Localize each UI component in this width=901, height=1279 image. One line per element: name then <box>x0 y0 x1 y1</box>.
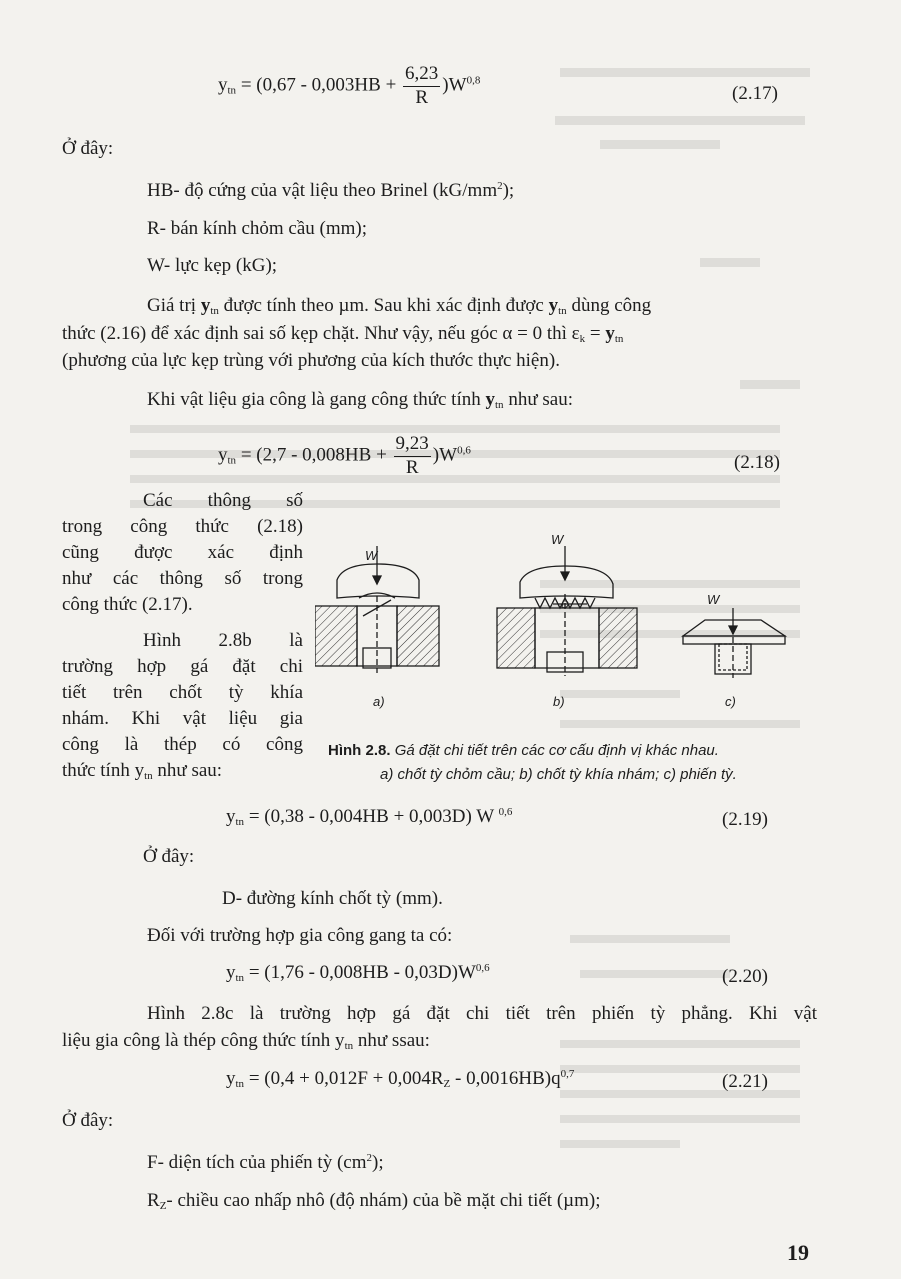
figure-label-c: c) <box>725 694 736 709</box>
gang-sentence: Đối với trường hợp gia công gang ta có: <box>147 925 453 946</box>
o-day-label-1: Ở đây: <box>62 138 114 159</box>
column-line-6: Hình 2.8b là <box>143 630 303 651</box>
p1-text-b: được tính theo µm. Sau khi xác định được <box>223 295 544 316</box>
p1-y-sub: tn <box>210 305 219 317</box>
equation-number-2-20: (2.20) <box>722 966 768 987</box>
eq-lhs: y <box>226 1068 236 1089</box>
eq-denominator: R <box>415 87 429 108</box>
eq-exponent: 0,6 <box>457 444 471 457</box>
equation-2-20 <box>226 962 490 984</box>
hb-text: HB- độ cứng của vật liệu theo Brinel (kG/mm <box>147 180 498 201</box>
figure-2-8 <box>315 528 795 718</box>
eq-lhs-sub: tn <box>235 1078 245 1090</box>
p3-l2-text-b: như ssau: <box>357 1030 430 1051</box>
p1-l2-y-sub: tn <box>614 333 624 345</box>
p1-l2-y: y <box>605 323 615 344</box>
p3-l2-sub: tn <box>344 1040 354 1052</box>
p1-l2-sub: k <box>579 333 586 345</box>
force-label-a: W <box>365 548 378 563</box>
c11-sub: tn <box>144 770 153 782</box>
p1-y-2-sub: tn <box>558 305 567 317</box>
eq-body: = (0,38 - 0,004HB + 0,003D) W <box>248 806 494 827</box>
eq-pre: = (0,67 - 0,003HB + <box>240 74 397 96</box>
eq-exponent: 0,7 <box>560 1068 575 1080</box>
eq-lhs: y <box>226 962 236 983</box>
eq-numerator: 6,23 <box>403 63 440 87</box>
f-close: ); <box>372 1152 384 1173</box>
column-line-2: trong công thức (2.18) <box>62 516 303 537</box>
caption-rest: Gá đặt chi tiết trên các cơ cấu định vị khác nhau. <box>394 742 719 759</box>
p2-y: y <box>485 389 495 410</box>
column-line-11 <box>62 760 222 782</box>
p2-y-sub: tn <box>495 399 504 411</box>
eq-fraction <box>394 433 431 479</box>
column-line-8: tiết trên chốt tỳ khía <box>62 682 303 703</box>
eq-pre: = (2,7 - 0,008HB + <box>240 444 387 466</box>
p1-y: y <box>200 295 211 316</box>
equation-number-2-18: (2.18) <box>734 452 780 473</box>
equation-2-21 <box>226 1068 574 1090</box>
figure-a-spherical-pin <box>315 546 439 673</box>
eq-exponent: 0,6 <box>498 806 513 818</box>
column-line-3: cũng được xác định <box>62 542 303 563</box>
eq-body-2: - 0,0016HB)q <box>455 1068 561 1089</box>
page-number: 19 <box>787 1240 809 1265</box>
eq-fraction <box>403 63 440 109</box>
c11-text-b: như sau: <box>157 760 223 781</box>
figure-c-flat-pad <box>683 608 785 678</box>
figure-label-a: a) <box>373 694 385 709</box>
eq-denominator: R <box>405 457 419 478</box>
eq-exponent: 0,6 <box>475 962 490 974</box>
hb-sup: 2 <box>497 180 503 192</box>
rz-sub: Z <box>159 1200 167 1212</box>
f-text: F- diện tích của phiến tỳ (cm <box>147 1152 367 1173</box>
p3-l2-text: liệu gia công là thép công thức tính y <box>62 1030 345 1051</box>
eq-numerator: 9,23 <box>394 433 431 457</box>
equation-2-17 <box>218 63 480 109</box>
column-line-7: trường hợp gá đặt chi <box>62 656 303 677</box>
p1-y-2: y <box>548 295 559 316</box>
figure-caption-line-1 <box>328 742 719 759</box>
equation-number-2-17: (2.17) <box>732 83 778 104</box>
eq-lhs-sub: tn <box>235 972 245 984</box>
p1-text-c: dùng công <box>571 295 652 316</box>
definition-hb <box>147 180 514 202</box>
p2-text-a: Khi vật liệu gia công là gang công thức tính <box>147 389 481 410</box>
figure-b-knurled-pin <box>497 546 637 676</box>
eq-lhs-sub: tn <box>235 816 245 828</box>
paragraph-3-line-1: Hình 2.8c là trường hợp gá đặt chi tiết trên phiến tỳ phẳng. Khi vật <box>147 1003 817 1024</box>
paragraph-1-line-1 <box>147 295 817 317</box>
eq-lhs-sub: tn <box>227 84 237 97</box>
caption-bold: Hình 2.8. <box>328 742 391 759</box>
eq-lhs: y <box>218 74 228 96</box>
p1-l2-eq: = <box>589 323 601 344</box>
f-sup: 2 <box>366 1152 372 1164</box>
eq-post: )W <box>432 444 458 466</box>
p1-text-a: Giá trị <box>147 295 197 316</box>
paragraph-3-line-2 <box>62 1030 430 1052</box>
eq-body: = (0,4 + 0,012F + 0,004R <box>248 1068 444 1089</box>
column-line-1: Các thông số <box>143 490 303 511</box>
rz-letter: R <box>147 1190 160 1211</box>
paragraph-1-line-2 <box>62 323 623 345</box>
equation-2-19 <box>226 806 512 828</box>
figure-caption-line-2: a) chốt tỳ chỏm cầu; b) chốt tỳ khía nhám; c) phiến tỳ. <box>380 766 737 783</box>
definition-rz <box>147 1190 601 1212</box>
definition-f <box>147 1152 384 1174</box>
paragraph-2 <box>147 389 573 411</box>
dim-label-d: D <box>561 599 569 611</box>
eq-body-sub: Z <box>443 1078 451 1090</box>
c11-text: thức tính y <box>62 760 145 781</box>
figure-label-b: b) <box>553 694 565 709</box>
eq-body: = (1,76 - 0,008HB - 0,03D)W <box>248 962 476 983</box>
force-label-b: W <box>551 532 564 547</box>
hb-close: ); <box>502 180 515 201</box>
o-day-label-2: Ở đây: <box>143 846 195 867</box>
definition-r: R- bán kính chỏm cầu (mm); <box>147 218 368 239</box>
eq-exponent: 0,8 <box>466 74 481 87</box>
column-line-10: công là thép có công <box>62 734 303 755</box>
o-day-label-3: Ở đây: <box>62 1110 114 1131</box>
definition-w: W- lực kẹp (kG); <box>147 255 278 276</box>
p2-text-b: như sau: <box>508 389 573 410</box>
eq-lhs-sub: tn <box>227 454 237 467</box>
p1-l2-text: thức (2.16) để xác định sai số kẹp chặt. Như vậy, nếu góc α = 0 thì ε <box>62 323 580 344</box>
definition-d: D- đường kính chốt tỳ (mm). <box>222 888 443 909</box>
column-line-5: công thức (2.17). <box>62 594 193 615</box>
equation-number-2-19: (2.19) <box>722 809 768 830</box>
force-label-c: W <box>707 592 720 607</box>
eq-post: )W <box>442 74 467 96</box>
equation-number-2-21: (2.21) <box>722 1071 768 1092</box>
equation-2-18 <box>218 433 471 479</box>
column-line-9: nhám. Khi vật liệu gia <box>62 708 303 729</box>
paragraph-1-line-3: (phương của lực kẹp trùng với phương của kích thước thực hiện). <box>62 350 560 371</box>
rz-text: - chiều cao nhấp nhô (độ nhám) của bề mặt chi tiết (µm); <box>166 1190 601 1211</box>
column-line-4: như các thông số trong <box>62 568 303 589</box>
eq-lhs: y <box>226 806 236 827</box>
eq-lhs: y <box>218 444 228 466</box>
